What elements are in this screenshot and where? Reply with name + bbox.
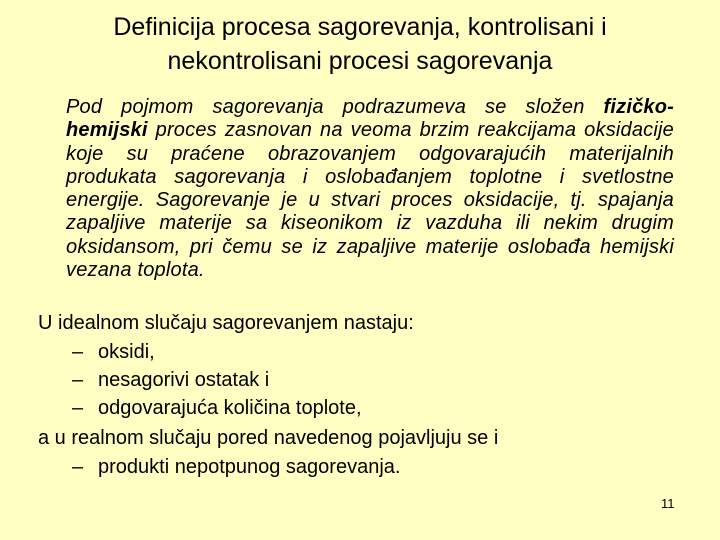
ideal-item-3: [72, 397, 362, 420]
bullet-dash: –: [72, 341, 84, 363]
real-item-label: produkti nepotpunog sagorevanja.: [98, 456, 401, 478]
paragraph-start: Pod pojmom sagorevanja podrazumeva se složen: [66, 96, 604, 118]
ideal-item-label: nesagorivi ostatak i: [98, 369, 270, 391]
bullet-dash: –: [72, 369, 84, 391]
paragraph-rest: proces zasnovan na veoma brzim reakcijama oksidacije koje su praćene obrazovanjem odgovarajućih materijalnih produkata sagorevanja i oslobađanjem toplotne i svetlostne energije. Sagorevanje je u stvari proces oksidacije, tj. spajanja zapaljive materije sa kiseonikom iz vazduha ili nekim drugim oksidansom, pri čemu se iz zapaljive materije oslobađa hemijski vezana toplota.: [66, 119, 674, 282]
definition-paragraph: [66, 96, 674, 282]
title-line-1: Definicija procesa sagorevanja, kontrolisani i: [113, 13, 607, 41]
slide-title: [0, 10, 720, 78]
ideal-item-1: [72, 341, 155, 364]
real-intro: a u realnom slučaju pored navedenog pojavljuju se i: [38, 427, 499, 449]
title-line-2: nekontrolisani procesi sagorevanja: [167, 47, 553, 75]
bullet-dash: –: [72, 397, 84, 419]
real-item-1: [72, 456, 400, 479]
ideal-item-2: [72, 369, 269, 392]
ideal-item-label: oksidi,: [98, 341, 155, 363]
paragraph-bold-term: fizičko-hemijski: [66, 96, 674, 142]
page-number: 11: [661, 496, 675, 511]
ideal-intro: U idealnom slučaju sagorevanjem nastaju:: [38, 312, 414, 334]
bullet-dash: –: [72, 456, 84, 478]
ideal-item-label: odgovarajuća količina toplote,: [98, 397, 362, 419]
